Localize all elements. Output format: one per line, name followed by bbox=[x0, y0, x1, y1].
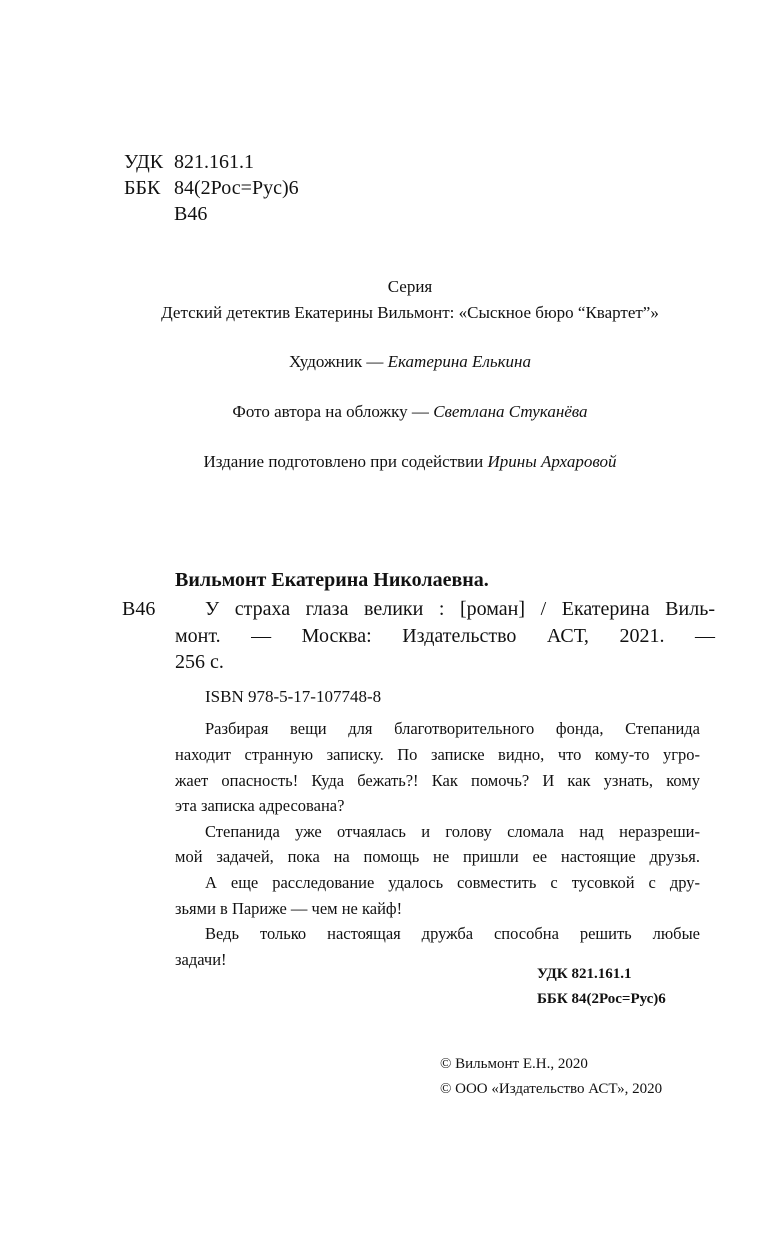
photo-name: Светлана Стуканёва bbox=[433, 402, 588, 421]
copyright-line: © Вильмонт Е.Н., 2020 bbox=[440, 1056, 588, 1072]
udk-value: 821.161.1 bbox=[174, 151, 254, 173]
catalog-line: 256 с. bbox=[175, 651, 224, 673]
illustrator-credit bbox=[0, 353, 768, 370]
author-heading: Вильмонт Екатерина Николаевна. bbox=[175, 569, 489, 591]
annotation-line: эта записка адресована? bbox=[175, 796, 345, 815]
catalog-line: У страха глаза велики : [роман] / Екатерина Виль- bbox=[205, 598, 715, 620]
copyright-line: © ООО «Издательство АСТ», 2020 bbox=[440, 1081, 663, 1097]
annotation-line: зьями в Париже — чем не кайф! bbox=[175, 899, 403, 918]
bbk-label: ББК bbox=[124, 177, 161, 199]
series-name: Детский детектив Екатерины Вильмонт: «Сыскное бюро “Квартет”» bbox=[161, 303, 659, 322]
author-mark: В46 bbox=[174, 203, 208, 225]
bottom-udk: УДК 821.161.1 bbox=[537, 966, 632, 982]
annotation-line: мой задачей, пока на помощь не пришли ее настоящие друзья. bbox=[175, 847, 700, 866]
annotation-line: находит странную записку. По записке видно, что кому-то угро- bbox=[175, 745, 700, 764]
catalog-mark: В46 bbox=[122, 598, 156, 620]
illustrator-name: Екатерина Елькина bbox=[387, 352, 531, 371]
bottom-bbk: ББК 84(2Рос=Рус)6 bbox=[537, 991, 666, 1007]
catalog-line: монт. — Москва: Издательство АСТ, 2021. — bbox=[175, 625, 715, 647]
annotation-line: Ведь только настоящая дружба способна решить любые bbox=[205, 924, 700, 943]
photo-credit bbox=[0, 403, 768, 420]
udk-label: УДК bbox=[124, 151, 164, 173]
annotation-line: А еще расследование удалось совместить с тусовкой с дру- bbox=[205, 873, 700, 892]
assist-name: Ирины Архаровой bbox=[487, 452, 617, 471]
annotation-line: Разбирая вещи для благотворительного фонда, Степанида bbox=[205, 719, 700, 738]
photo-label: Фото автора на обложку — bbox=[232, 402, 434, 421]
series-label: Серия bbox=[387, 277, 433, 296]
annotation-line: Степанида уже отчаялась и голову сломала над неразреши- bbox=[205, 822, 700, 841]
annotation-line: задачи! bbox=[175, 950, 227, 969]
annotation-line: жает опасность! Куда бежать?! Как помочь? И как узнать, кому bbox=[175, 771, 700, 790]
isbn: ISBN 978-5-17-107748-8 bbox=[205, 687, 382, 706]
bbk-value: 84(2Рос=Рус)6 bbox=[174, 177, 299, 199]
assist-label: Издание подготовлено при содействии bbox=[203, 452, 488, 471]
assist-credit bbox=[0, 453, 768, 470]
illustrator-label: Художник — bbox=[289, 352, 388, 371]
